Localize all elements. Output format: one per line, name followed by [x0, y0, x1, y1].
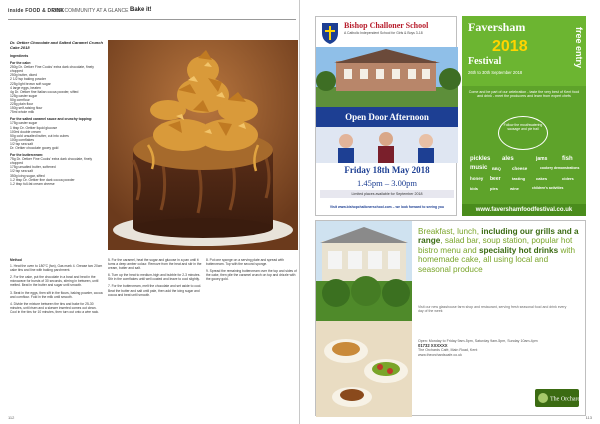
ingredient-item: 175g caster sugar — [10, 121, 38, 126]
festival-word: Festival — [468, 56, 502, 67]
festival-word-item: pickles — [470, 156, 491, 162]
festival-word-item: cakes — [536, 176, 548, 181]
festival-blurb: Come and be part of our celebration - taste the very best of Kent food and drink - meet the producers and learn from expert chefs — [468, 90, 580, 99]
method-step: 5. For the caramel, heat the sugar and glucose in a pan until it turns a deep amber colour. Remove from the heat and stir in the cream, butter and salt. — [108, 258, 202, 271]
festival-year: 2018 — [492, 38, 528, 55]
festival-word-item: cookery demonstrations — [540, 166, 580, 170]
orchards-contact — [418, 339, 568, 357]
festival-word-item: ciders — [562, 176, 574, 181]
ingredient-item: 4g Dr. Oetker fine Italian cocoa powder, sifted — [10, 89, 79, 94]
ingredient-item: 250g Dr. Oetker Fine Cooks' extra dark chocolate, finely chopped — [10, 65, 94, 74]
festival-date: 26th to 30th September 2018 — [468, 70, 523, 75]
festival-word-item: music — [470, 165, 488, 171]
festival-word-item: honey — [470, 176, 484, 181]
ingredients-group-heading: For the buttercream: — [10, 153, 44, 158]
method-column-3 — [206, 258, 300, 284]
method-step: 4. Divide the mixture between the tins and bake for 25-30 minutes, until risen and a skewer inserted comes out clean. Cool in the tins for 10 minutes, then turn out onto a wire rack. — [10, 301, 100, 314]
orchards-website-link[interactable]: www.theorchardscafe.co.uk — [418, 352, 462, 357]
ingredients-heading: Ingredients — [10, 54, 29, 58]
headline-highlight: speciality hot drinks — [479, 245, 559, 255]
page-kicker: Bake it! — [130, 7, 152, 13]
festival-word-item: fish — [562, 156, 573, 162]
method-step: 3. Beat in the eggs, then sift in the flours, baking powder, cocoa and cornflour. Fold in the milk until smooth. — [10, 290, 103, 299]
method-column-1 — [10, 258, 104, 317]
school-building-photo — [316, 47, 458, 107]
ingredient-item: 1/2 tsp sea salt — [10, 141, 33, 146]
ingredient-item: 100g cornflakes — [10, 137, 34, 142]
cake-photo — [108, 40, 298, 250]
ingredients-group-heading: For the salted caramel sauce and crunchy topping: — [10, 117, 93, 122]
method-step: 9. Spread the remaining buttercream over the top and sides of the cake, then pile the caramel crunch on top and drizzle with the gooey gold. — [206, 269, 297, 282]
page-number-left: 112 — [8, 415, 15, 420]
orchards-headline — [418, 227, 582, 274]
orchards-advert[interactable] — [315, 220, 586, 416]
method-step: 6. Turn up the heat to medium-high and bubble for 2-3 minutes. Stir in the cornflakes until well coated and leave to cool slightly. — [108, 273, 201, 282]
festival-word-item: wine — [510, 186, 519, 191]
orchard-food-photo — [316, 221, 412, 417]
school-website-link[interactable]: Visit www.bishopchallonerschool.com – we look forward to seeing you — [329, 205, 445, 209]
school-crest-icon — [320, 21, 340, 45]
ingredient-item: 50g cornflour — [10, 97, 30, 102]
orchards-logo — [535, 389, 583, 407]
method-step: 8. Put one sponge on a serving plate and spread with buttercream. Top with the second sponge. — [206, 258, 284, 267]
festival-town: Faversham — [468, 20, 526, 34]
limited-places-note: Limited places available for September 2018 — [320, 190, 454, 198]
ingredients-group-heading: For the cake: — [10, 61, 32, 66]
address: The Orchards Café, Main Road, Kent — [418, 348, 478, 353]
method-column-2 — [108, 258, 202, 300]
festival-word-cloud — [466, 156, 582, 200]
ingredient-item: 1-2 tbsp full-fat cream cheese — [10, 181, 55, 186]
ingredient-item: 50g cold unsalted butter, cut into cubes — [10, 133, 69, 138]
headline-part: with homemade cake, all using local and seasonal produce — [418, 245, 576, 274]
ingredient-item: 225g plain flour — [10, 102, 34, 107]
ingredient-item: 75ml whole milk — [10, 110, 35, 115]
headline-highlight: including our grills and a range — [418, 227, 579, 246]
method-step: 2. For the cake, put the chocolate in a bowl and heat in the microwave for bursts of 30 seconds, stirring in between, until melted. Beat in the butter and sugar until smooth. — [10, 275, 99, 288]
festival-word-item: tasting — [512, 176, 526, 181]
event-date: Friday 18th May 2018 — [344, 165, 430, 175]
method-heading: Method — [10, 258, 22, 262]
section-label: OUR COMMUNITY AT A GLANCE — [52, 8, 129, 14]
recipe-ingredients — [10, 40, 104, 186]
ingredient-item: 2 1/2 tsp baking powder — [10, 77, 47, 82]
event-time: 1.45pm – 3.00pm — [357, 178, 417, 188]
festival-word-item: BBQ — [492, 166, 501, 171]
method-step: 1. Heat the oven to 180°C (fan), Gas mark 4. Grease two 20cm cake tins and line with baking parchment. — [10, 264, 103, 273]
festival-word-item: jams — [536, 156, 548, 162]
ingredient-item: 175g unsalted butter, softened — [10, 165, 56, 170]
ingredient-item: 125g caster sugar — [10, 93, 38, 98]
school-tagline: A Catholic Independent School for Girls & Boys 3-18 — [344, 31, 423, 35]
ingredient-item: 225g light brown soft sugar — [10, 81, 51, 86]
festival-word-item: kids — [470, 186, 479, 191]
event-banner: Open Door Afternoon — [316, 107, 458, 127]
orchards-logo-text: The Orchards — [550, 396, 583, 403]
ingredient-item: 1-2 tbsp Dr. Oetker fine dark cocoa powder — [10, 177, 75, 182]
method-step: 7. For the buttercream, melt the chocolate and set aside to cool. Beat the butter and salt until pale, then add the icing sugar and cocoa and beat until smooth. — [108, 284, 202, 297]
ingredient-item: 4 large eggs, beaten — [10, 85, 41, 90]
festival-word-item: ales — [502, 156, 514, 162]
phone-number[interactable]: 01732 XXXXXX — [418, 342, 448, 348]
opening-hours: Open: Monday to Friday 9am-5pm, Saturday 9am-5pm, Sunday 10am-4pm — [418, 339, 538, 343]
school-name: Bishop Challoner School — [344, 21, 429, 30]
magazine-brand: inside FOOD & DRINK — [8, 8, 65, 14]
page-number-right: 113 — [585, 415, 592, 420]
recipe-title: Dr. Oetker Chocolate and Salted Caramel Crunch Cake 2018 — [10, 40, 103, 50]
ingredient-item: 100ml double cream — [10, 129, 41, 134]
festival-word-item: beer — [490, 176, 501, 182]
ingredient-item: 75g Dr. Oetker Fine Cooks' extra dark chocolate, finely chopped — [10, 157, 93, 166]
school-pupils-photo — [316, 127, 458, 163]
festival-word-item: pies — [490, 186, 499, 191]
festival-trail-bubble: Follow the mouthwatering sausage and pie trail — [498, 116, 548, 150]
ingredient-item: 1 tbsp Dr. Oetker liquid glucose — [10, 125, 58, 130]
headline-part: Breakfast, lunch, — [418, 227, 482, 236]
right-page — [300, 0, 600, 424]
ingredient-item: Dr. Oetker chocolate gooey gold — [10, 145, 59, 150]
festival-advert[interactable] — [462, 16, 586, 216]
ingredient-item: 150g self-raising flour — [10, 106, 43, 111]
ingredient-item: 1/2 tsp sea salt — [10, 169, 33, 174]
ingredient-item: 350g icing sugar, sifted — [10, 173, 45, 178]
ingredient-item: 250g butter, diced — [10, 73, 37, 78]
headline-part: , salad bar, soup station, popular hot bistro menu and — [418, 236, 573, 255]
free-entry-badge: free entry — [574, 27, 584, 69]
festival-word-item: cheese — [512, 166, 528, 171]
orchards-description: Visit our new glasshouse farm shop and restaurant, serving fresh seasonal food and drink every day of the week — [418, 305, 567, 314]
page-header — [8, 6, 296, 20]
school-advert[interactable] — [315, 16, 457, 216]
festival-word-item: children's activities — [532, 186, 564, 190]
festival-website-link[interactable]: www.favershamfoodfestival.co.uk — [462, 204, 586, 216]
